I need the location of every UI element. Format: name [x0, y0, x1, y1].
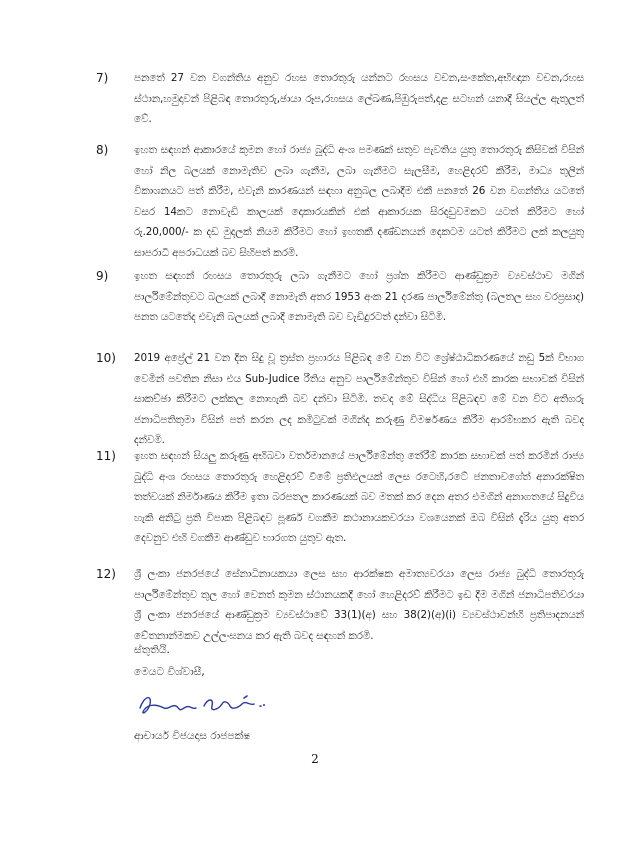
paragraph-12: ශ්‍රී ලංකා ජනරජයේ සේනාධිනායකයා ලෙස සහ ආරක්ෂක අමාත්‍යවරයා ලෙස රාජ්‍ය බුද්ධි තොරතුරු පාර්ලිමේන්තුව තුල හෝ වෙනත් කුමන ස්ථානයකදී හෝ හෙළිදරව් කිරීමට ඉඩ දීම මගින් ජනාධිපතිවරයා ශ්‍රී ලංකා ජනරජයේ ආණ්ඩුක්‍රම ව්‍යවස්ථාවේ 33(1)(අ) සහ 38(2)(අ)(i) ව්‍යවස්ථාවන්හි ප්‍රතිපාදනයන් චේතනාන්මකව උල්ලංඝනය කර ඇති බවද සඳහන් කරමි.	[134, 568, 584, 642]
paragraph-9: ඉහත සඳහන් රහසය තොරතුරු ලබා ගැනීමට හෝ ප්‍රශ්න කිරීමට ආණ්ඩුක්‍රම ව්‍යවස්ථාව මගින් පාර්ලිමේන්තුවට බලයක් ලබාදී නොමැති අතර 1953 අංක 21 දරණ පාර්ලිමේන්තු (බලතල සහ වරප්‍රසාද) පනත යටතේද එවැනි බලයක් ලබාදී නොමැති බව වැඩිදුරටත් දන්වා සිටිමි.	[134, 270, 584, 324]
paragraph-10: 2019 අප්‍රේල් 21 වන දින සිදු වූ ත්‍රස්ත ප්‍රහාරය පිළිබඳ මේ වන විට ශ්‍රේෂ්ඨාධිකරණයේ නඩු 5ක් විභාග වෙමින් පවතින නිසා එය Sub-Judice රීතිය අනුව පාර්ලිමේන්තුව විසින් හෝ එහි කාරක සභාවක් විසින් සාකච්ඡා කිරීමට ලක්කල නොහැකි බව දන්වා සිටිමි. තවද මේ සිද්ධිය පිළිබඳව මේ වන විට අතිගරු ජනාධිපතිතුමා විසින් පත් කරන ලද කමිටුවක් මගින්ද කරුණු විමර්ෂණය කිරීම ආරම්භකර ඇති බවද දන්වමි.	[134, 352, 584, 447]
paragraph-11: ඉහත සඳහන් සියලු කරුණු අභිබවා වර්තමානයේ පාර්ලිමේන්තු තේරීම් කාරක සභාවක් පත් කරමින් රාජ්‍ය බුද්ධි අංශ රහසය තොරතුරු හෙළිදරව් වීමේ ප්‍රතිඵලයක් ලෙස රටෙහි,රටේ ජනතාවගේත් අනාරක්ෂිත තත්වයක් නිර්මාණය කිරීම ඉතා බරපතල කාරණයක් බව මතක් කර දෙන අතර එමගින් අනාගතයේ සිදුවිය හැකි අනිටු ප්‍රති විපාක පිළිබඳව පූර්ණ වගකීම කථානායකවරයා වශයෙනක් ඔබ විසින් දැරිය යුතු අතර දෙවනුව එහි වගකීම ආණ්ඩුව භාරගත යුතුව ඇත.	[134, 450, 584, 545]
paragraph-7: පනතේ 27 වන වගන්තිය අනුව රහස තොරතුරු යන්නට රහසය වචන,සංකේත,අභිඥාන වචන,රහස ස්ථාන,හමුදාවන් පිළිබඳ තොරතුරු,ඡායා රූප,රහසය ලේඛණ,පිඹුරුපත්,දළ සටහන් යනාදී සියල්ල ඇතුලත් වේ.	[134, 72, 584, 126]
closing-thanks: ස්තුතියි.	[134, 644, 170, 656]
paragraph-8: ඉහත සඳහන් ආකාරයේ කුමන හෝ රාජ්‍ය බුද්ධි අංශ පමණක් සතුව පැවතිය යුතු තොරතුරු කිසිවක් විසින් හෝ නිල බලයක් නොමැතිව ලබා ගැනීම, ලබා ගැනීමට සැලසීම, හෙළිදරව් කිරීම, මාධ්‍ය තුලින් විකාශනයට පත් කිරීම, එවැනි කාරණයන් සඳහා අනුබල ලබාදීම එකී පනතේ 26 වන වගන්තිය යටතේ වසර 14කට නොවැඩි කාලයක් දොකාරයකින් එක් ආකාරයක සිරදඩුවමකට යටත් කිරීමට හෝ රු.20,000/- ක දඩ මුදලක් නියම කිරීමට හෝ ඉහතකී දණ්ඩනයන් දෙකටම යටත් කිරීමට ලක් කලයුතු සාපරාධී අපරාධයක් බව සිහිපත් කරමි.	[134, 144, 584, 259]
paragraph-number-11: 11)	[96, 449, 116, 463]
paragraph-number-7: 7)	[96, 71, 109, 85]
closing-sign-off: මෙයට විශ්වාසී,	[134, 666, 205, 678]
signatory-name: ආචාර්ය විජයදාස රාජපක්ෂ	[134, 730, 251, 742]
paragraph-number-12: 12)	[96, 567, 116, 581]
page-number: 2	[311, 752, 319, 766]
handwritten-signature	[134, 688, 274, 722]
paragraph-number-10: 10)	[96, 351, 116, 365]
paragraph-number-9: 9)	[96, 269, 109, 283]
paragraph-number-8: 8)	[96, 143, 109, 157]
